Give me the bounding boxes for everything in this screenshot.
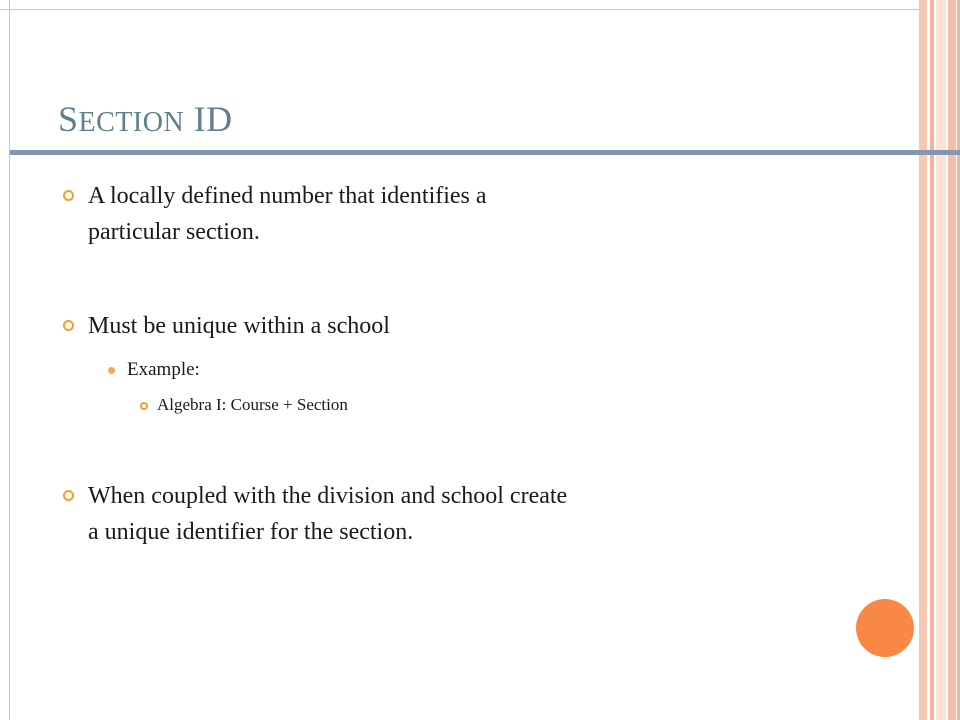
bullet-line: Algebra I: Course + Section — [157, 395, 348, 414]
sub-sub-bullet-marker — [140, 402, 148, 410]
decorative-stripe — [930, 0, 934, 720]
slide-title-suffix: ID — [184, 99, 233, 139]
slide-frame-top-line — [0, 0, 919, 10]
slide-title-smallcaps: ECTION — [78, 107, 185, 138]
decorative-stripe — [948, 0, 956, 720]
bullet-line: A locally defined number that identifies a — [88, 183, 487, 209]
bullet-line: particular section. — [88, 219, 260, 245]
accent-circle — [856, 599, 914, 657]
bullet-line: Example: — [127, 359, 200, 380]
slide-frame-left-line — [0, 0, 10, 720]
bullet-line: a unique identifier for the section. — [88, 519, 414, 545]
bullet-text — [88, 178, 487, 250]
decorative-stripe — [936, 0, 946, 720]
bullet-marker — [63, 190, 74, 201]
sub-bullet-marker — [108, 367, 115, 374]
bullet-line: Must be unique within a school — [88, 313, 390, 339]
decorative-stripe — [919, 0, 927, 720]
title-underline-rule — [10, 150, 960, 155]
bullet-line: When coupled with the division and school create — [88, 483, 568, 509]
sub-bullet-text — [127, 358, 200, 382]
bullet-marker — [63, 490, 74, 501]
slide-title — [58, 98, 233, 140]
bullet-text — [88, 478, 567, 550]
bullet-marker — [63, 320, 74, 331]
bullet-text — [88, 308, 390, 344]
slide-title-first-letter: S — [58, 99, 79, 139]
sub-sub-bullet-text — [157, 394, 348, 416]
